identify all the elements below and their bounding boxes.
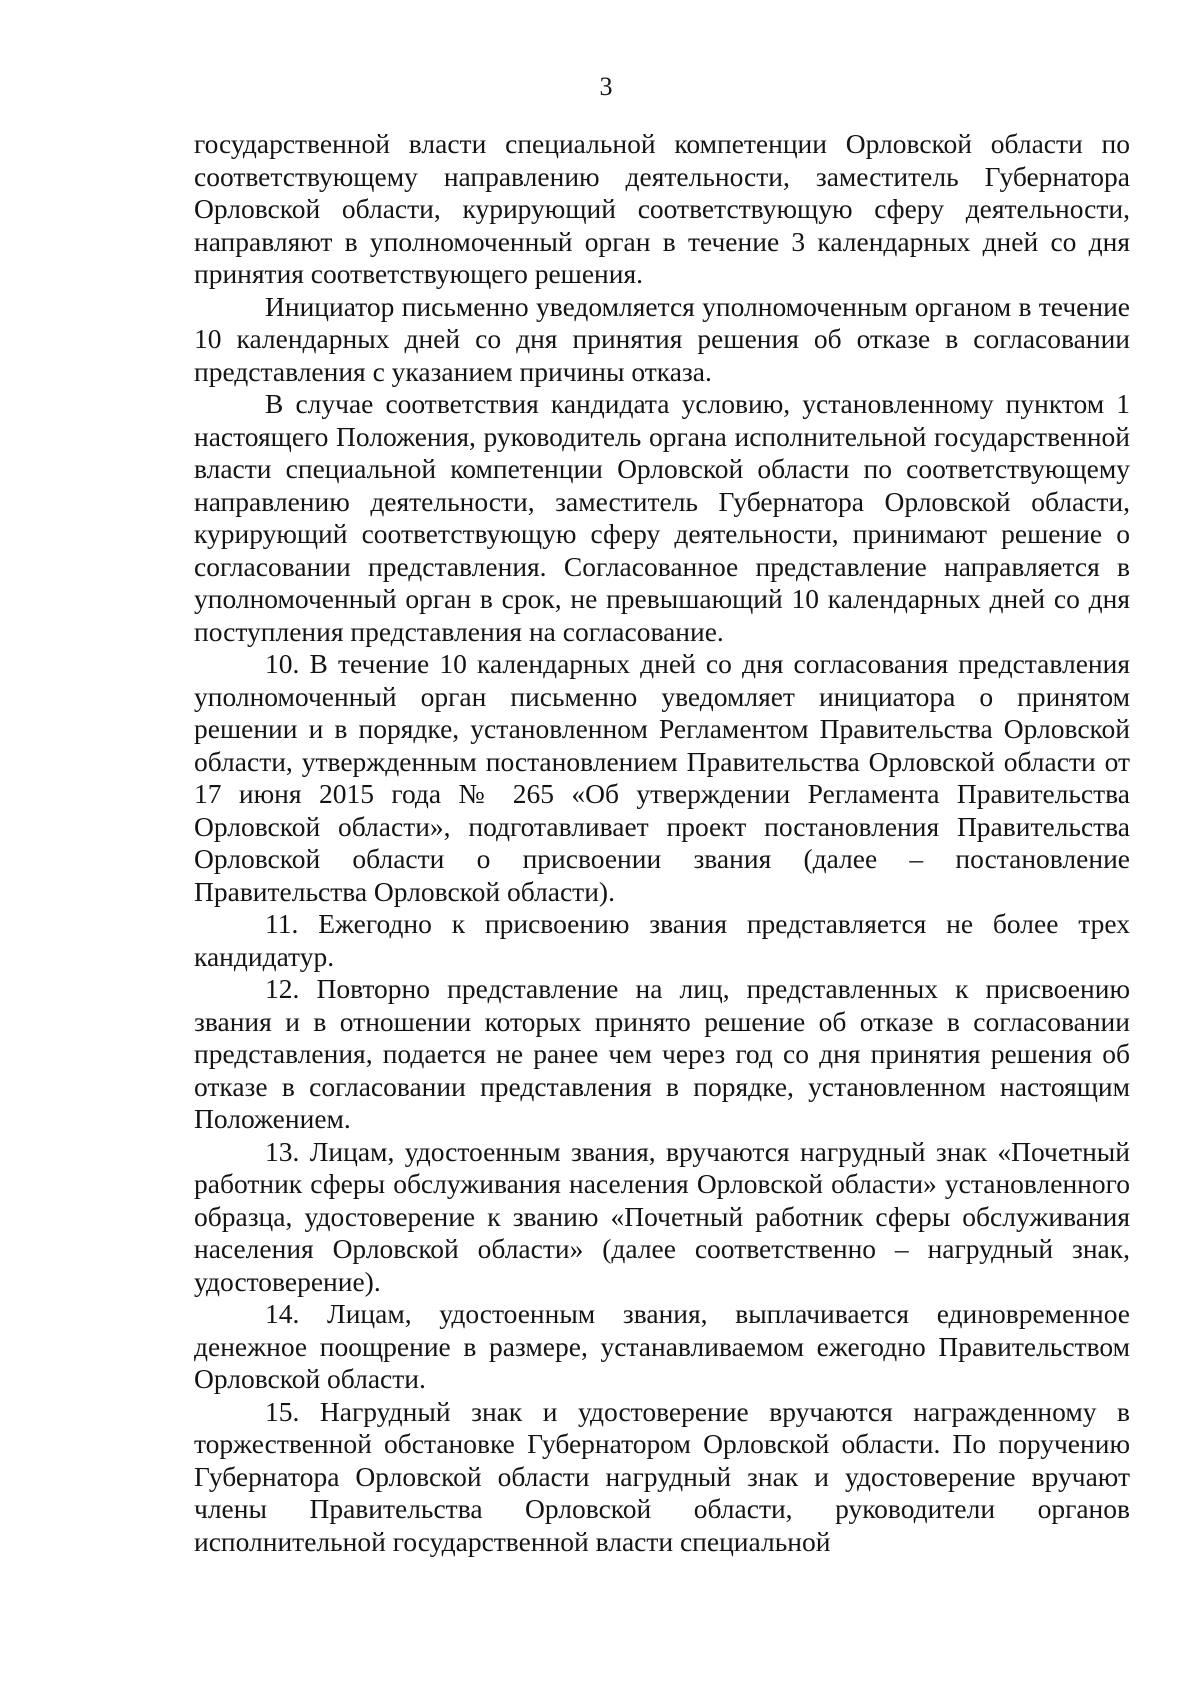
paragraph-item-15: 15. Нагрудный знак и удостоверение вручаются награжденному в торжественной обстановке Губернатором Орловской области. По поручению Губернатора Орловской области нагрудный знак и удостоверение вручают члены Правительства Орловской области, руководители органов исполнительной государственной власти специальной [194,1395,1130,1557]
paragraph-initiator-notice: Инициатор письменно уведомляется уполномоченным органом в течение 10 календарных дней со дня принятия решения об отказе в согласовании представления с указанием причины отказа. [194,290,1130,387]
paragraph-item-11: 11. Ежегодно к присвоению звания представляется не более трех кандидатур. [194,908,1130,972]
page-number: 3 [599,72,613,101]
paragraph-item-12: 12. Повторно представление на лиц, представленных к присвоению звания и в отношении которых принято решение об отказе в согласовании представления, подается не ранее чем через год со дня принятия решения об отказе в согласовании представления в порядке, установленном настоящим Положением. [194,973,1130,1134]
paragraph-continuation: государственной власти специальной компетенции Орловской области по соответствующему направлению деятельности, заместитель Губернатора Орловской области, курирующий соответствующую сферу деятельности, направляют в уполномоченный орган в течение 3 календарных дней со дня принятия соответствующего решения. [194,128,1130,289]
document-body [194,128,1130,1558]
paragraph-item-14: 14. Лицам, удостоенным звания, выплачивается единовременное денежное поощрение в размере, устанавливаемом ежегодно Правительством Орловской области. [194,1298,1130,1394]
paragraph-approval: В случае соответствия кандидата условию, установленному пунктом 1 настоящего Положения, руководитель органа исполнительной государственной власти специальной компетенции Орловской области по соответствующему направлению деятельности, заместитель Губернатора Орловской области, курирующий соответствующую сферу деятельности, принимают решение о согласовании представления. Согласованное представление направляется в уполномоченный орган в срок, не превышающий 10 календарных дней со дня поступления представления на согласование. [194,388,1130,647]
paragraph-item-10: 10. В течение 10 календарных дней со дня согласования представления уполномоченный орган письменно уведомляет инициатора о принятом решении и в порядке, установленном Регламентом Правительства Орловской области, утвержденным постановлением Правительства Орловской области от 17 июня 2015 года № 265 «Об утверждении Регламента Правительства Орловской области», подготавливает проект постановления Правительства Орловской области о присвоении звания (далее – постановление Правительства Орловской области). [194,648,1130,907]
paragraph-item-13: 13. Лицам, удостоенным звания, вручаются нагрудный знак «Почетный работник сферы обслуживания населения Орловской области» установленного образца, удостоверение к званию «Почетный работник сферы обслуживания населения Орловской области» (далее соответственно – нагрудный знак, удостоверение). [194,1135,1130,1297]
